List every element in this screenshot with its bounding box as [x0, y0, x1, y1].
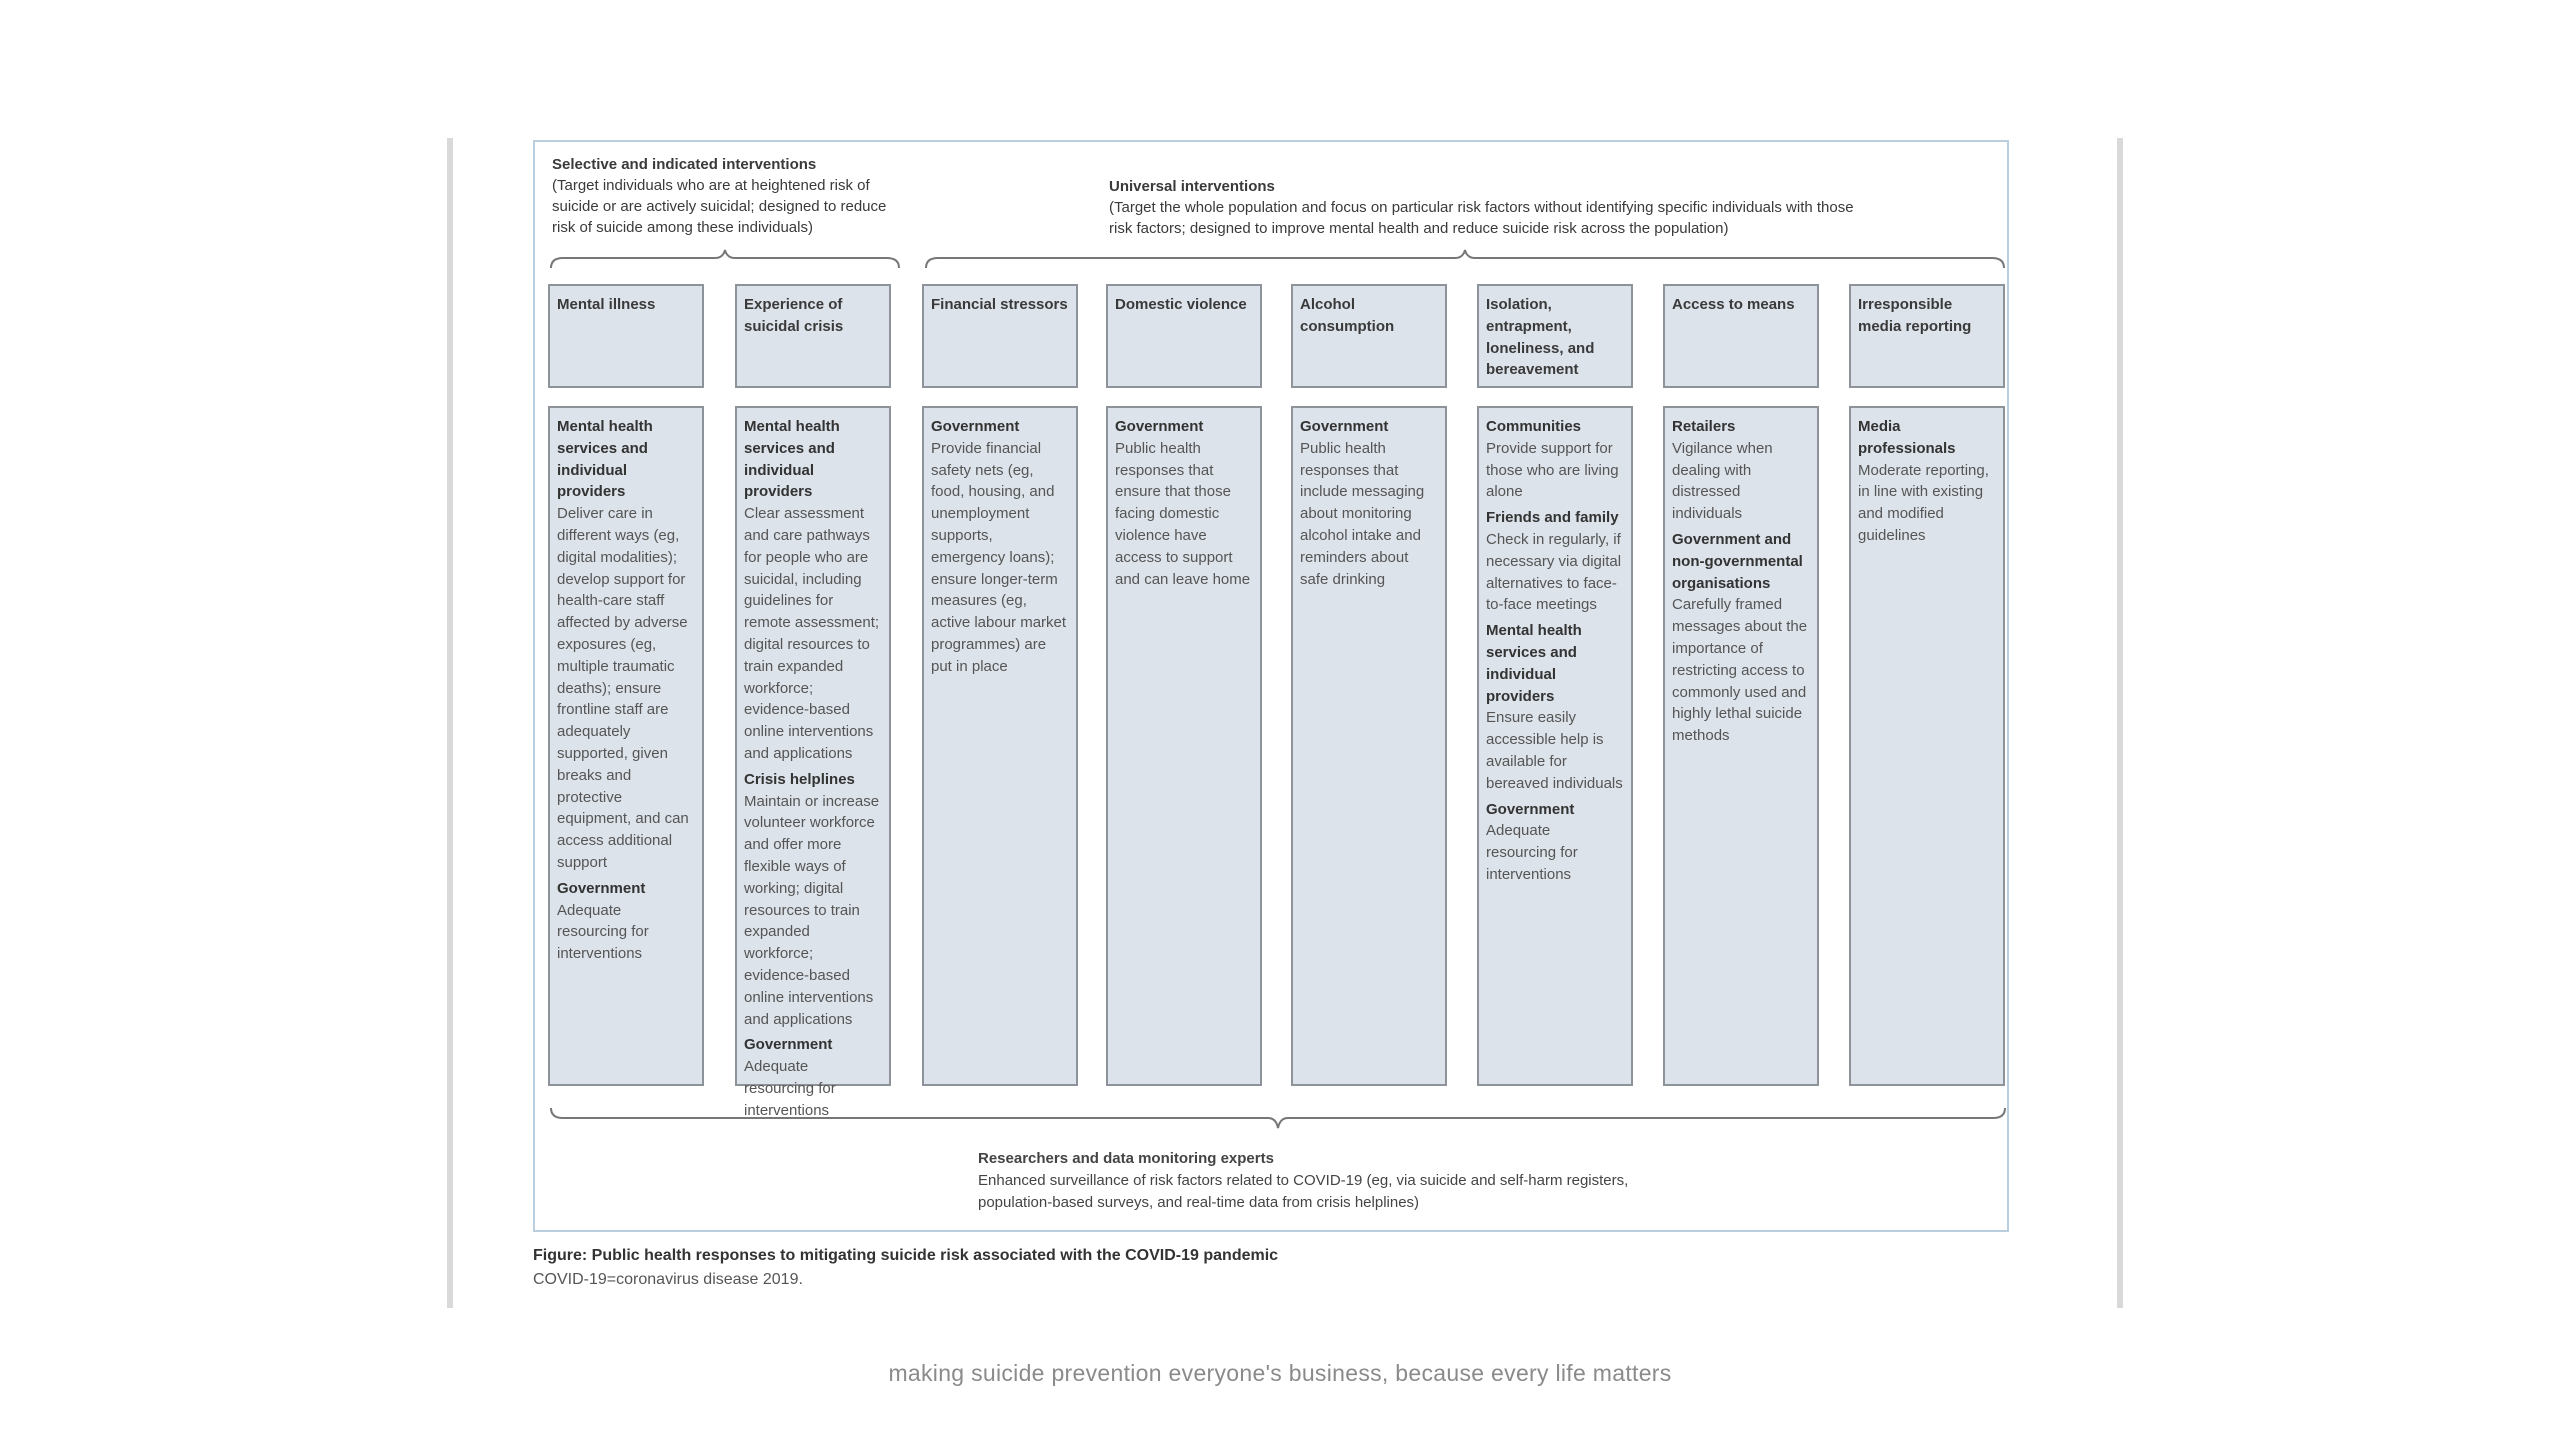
researchers-brace	[549, 1106, 2007, 1130]
actor-media-professionals: Media professionals	[1858, 418, 1956, 457]
selective-brace	[549, 248, 901, 270]
action-mh-services: Deliver care in different ways (eg, digital modalities); develop support for health-care staff affected by adverse exposures (eg, multiple traumatic deaths); ensure frontline staff are adequately supported, given breaks and protective equipment, and can access additional support	[557, 505, 689, 871]
selective-interventions-header	[552, 154, 912, 238]
actor-government: Government	[1115, 418, 1204, 435]
action-communities: Provide support for those who are living alone	[1486, 439, 1619, 501]
action-mh-services: Ensure easily accessible help is available for bereaved individuals	[1486, 709, 1623, 792]
page-edge-left	[447, 138, 453, 1308]
actor-mh-services: Mental health services and individual providers	[744, 418, 840, 501]
figure-caption	[533, 1244, 1933, 1292]
action-government: Public health responses that ensure that those facing domestic violence have access to support and can leave home	[1115, 439, 1251, 588]
selective-interventions-title: Selective and indicated interventions	[552, 156, 817, 173]
action-mh-services: Clear assessment and care pathways for people who are suicidal, including guidelines for remote assessment; digital resources to train expanded workforce; evidence-based online interventions and applications	[744, 505, 880, 762]
universal-interventions-description: (Target the whole population and focus on particular risk factors without identifying specific individuals with those risk factors; designed to improve mental health and reduce suicide risk across the population)	[1109, 199, 1854, 237]
actor-mh-services: Mental health services and individual providers	[1486, 622, 1582, 705]
action-government: Adequate resourcing for interventions	[1486, 822, 1578, 883]
responses-financial-stressors	[922, 406, 1078, 1086]
responses-suicidal-crisis	[735, 406, 891, 1119]
category-isolation: Isolation, entrapment, loneliness, and bereavement	[1477, 284, 1633, 388]
category-access-to-means: Access to means	[1663, 284, 1819, 388]
responses-alcohol-consumption	[1291, 406, 1447, 1086]
action-retailers: Vigilance when dealing with distressed individuals	[1672, 439, 1773, 523]
responses-isolation	[1477, 406, 1633, 1086]
responses-access-to-means	[1663, 406, 1819, 1086]
figure-caption-title: Figure: Public health responses to mitigating suicide risk associated with the COVID-19 pandemic	[533, 1247, 1279, 1264]
researchers-description: Enhanced surveillance of risk factors related to COVID-19 (eg, via suicide and self-harm registers, population-based surveys, and real-time data from crisis helplines)	[978, 1172, 1629, 1211]
actor-government: Government	[931, 418, 1020, 435]
responses-media-reporting	[1849, 406, 2005, 1086]
action-media-professionals: Moderate reporting, in line with existing and modified guidelines	[1858, 461, 1989, 544]
responses-domestic-violence	[1106, 406, 1262, 1086]
actor-communities: Communities	[1486, 418, 1582, 435]
action-government: Adequate resourcing for interventions	[744, 1058, 836, 1119]
actor-government-ngo: Government and non-governmental organisations	[1672, 530, 1803, 592]
actor-government: Government	[1300, 418, 1389, 435]
action-government: Public health responses that include messaging about monitoring alcohol intake and reminders about safe drinking	[1300, 439, 1425, 588]
actor-government: Government	[557, 879, 646, 897]
actor-friends-family: Friends and family	[1486, 509, 1619, 527]
researchers-section	[978, 1148, 1678, 1214]
actor-mh-services: Mental health services and individual providers	[557, 418, 653, 501]
action-government: Provide financial safety nets (eg, food, housing, and unemployment supports, emergency loans); ensure longer-term measures (eg, active labour market programmes) are put in place	[931, 439, 1067, 675]
action-government: Adequate resourcing for interventions	[557, 901, 649, 963]
category-financial-stressors: Financial stressors	[922, 284, 1078, 388]
universal-interventions-header	[1109, 176, 1869, 239]
category-media-reporting: Irresponsible media reporting	[1849, 284, 2005, 388]
figure-caption-abbreviation: COVID-19=coronavirus disease 2019.	[533, 1271, 803, 1288]
action-government-ngo: Carefully framed messages about the importance of restricting access to commonly used and highly lethal suicide methods	[1672, 596, 1808, 745]
action-friends-family: Check in regularly, if necessary via digital alternatives to face-to-face meetings	[1486, 530, 1622, 614]
researchers-title: Researchers and data monitoring experts	[978, 1150, 1274, 1167]
category-suicidal-crisis: Experience of suicidal crisis	[735, 284, 891, 388]
category-alcohol-consumption: Alcohol consumption	[1291, 284, 1447, 388]
selective-interventions-description: (Target individuals who are at heightened risk of suicide or are actively suicidal; designed to reduce risk of suicide among these individuals)	[552, 177, 887, 236]
actor-retailers: Retailers	[1672, 418, 1736, 435]
category-domestic-violence: Domestic violence	[1106, 284, 1262, 388]
responses-mental-illness	[548, 406, 704, 1086]
universal-brace	[924, 248, 2006, 270]
actor-crisis-helplines: Crisis helplines	[744, 770, 855, 788]
slide-caption: making suicide prevention everyone's business, because every life matters	[888, 1360, 1672, 1386]
actor-government: Government	[1486, 800, 1575, 818]
actor-government: Government	[744, 1036, 833, 1054]
category-mental-illness: Mental illness	[548, 284, 704, 388]
universal-interventions-title: Universal interventions	[1109, 178, 1275, 195]
page-edge-right	[2117, 138, 2123, 1308]
action-crisis-helplines: Maintain or increase volunteer workforce and offer more flexible ways of working; digital resources to train expanded workforce; evidence-based online interventions and applications	[744, 792, 880, 1028]
